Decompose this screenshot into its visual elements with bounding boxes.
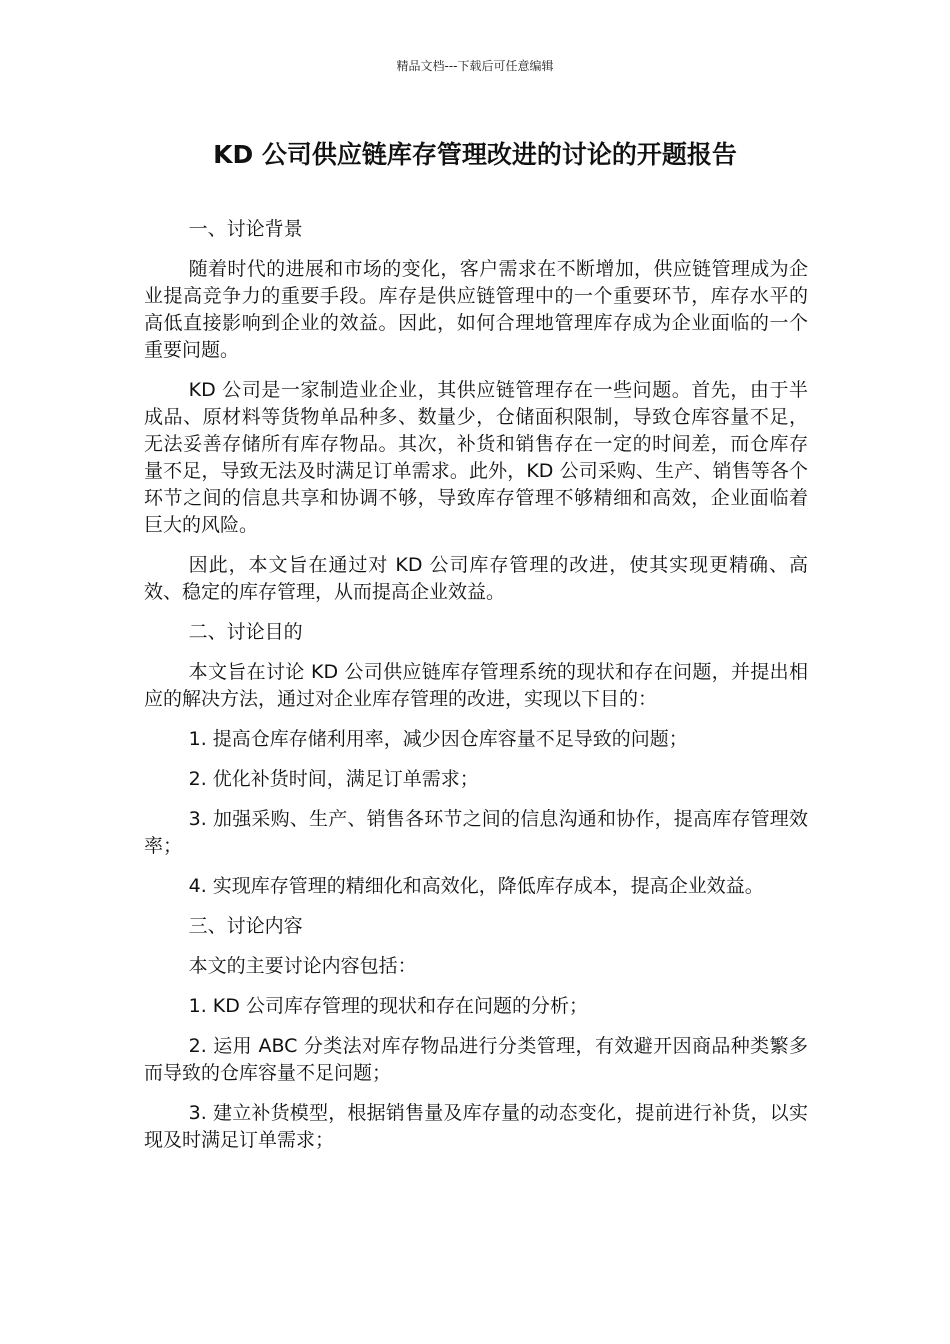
content-item-2: 2. 运用 ABC 分类法对库存物品进行分类管理，有效避开因商品种类繁多而导致的仓库容量不足问题； <box>144 1035 808 1084</box>
section-heading-background: 一、讨论背景 <box>188 218 303 240</box>
document-title: KD 公司供应链库存管理改进的讨论的开题报告 <box>213 140 737 169</box>
background-paragraph-1: 随着时代的进展和市场的变化，客户需求在不断增加，供应链管理成为企业提高竞争力的重要手段。库存是供应链管理中的一个重要环节，库存水平的高低直接影响到企业的效益。因此，如何合理地管理库存成为企业面临的一个重要问题。 <box>144 258 808 361</box>
header-note: 精品文档---下载后可任意编辑 <box>396 59 554 73</box>
content-intro: 本文的主要讨论内容包括： <box>188 955 417 977</box>
purpose-item-4: 4. 实现库存管理的精细化和高效化，降低库存成本，提高企业效益。 <box>188 875 764 897</box>
background-paragraph-3: 因此，本文旨在通过对 KD 公司库存管理的改进，使其实现更精确、高效、稳定的库存管理，从而提高企业效益。 <box>144 554 808 603</box>
section-heading-purpose: 二、讨论目的 <box>188 621 303 643</box>
content-item-3: 3. 建立补货模型，根据销售量及库存量的动态变化，提前进行补货，以实现及时满足订单需求； <box>144 1102 808 1151</box>
section-heading-content: 三、讨论内容 <box>188 915 303 937</box>
purpose-item-3: 3. 加强采购、生产、销售各环节之间的信息沟通和协作，提高库存管理效率； <box>144 808 808 857</box>
background-paragraph-2: KD 公司是一家制造业企业，其供应链管理存在一些问题。首先，由于半成品、原材料等货物单品种多、数量少，仓储面积限制，导致仓库容量不足，无法妥善存储所有库存物品。其次，补货和销售存在一定的时间差，而仓库存量不足，导致无法及时满足订单需求。此外，KD 公司采购、生产、销售等各个环节之间的信息共享和协调不够，导致库存管理不够精细和高效，企业面临着巨大的风险。 <box>144 379 808 536</box>
content-item-1: 1. KD 公司库存管理的现状和存在问题的分析； <box>188 995 588 1017</box>
purpose-intro: 本文旨在讨论 KD 公司供应链库存管理系统的现状和存在问题，并提出相应的解决方法，通过对企业库存管理的改进，实现以下目的： <box>144 661 808 710</box>
purpose-item-2: 2. 优化补货时间，满足订单需求； <box>188 768 479 790</box>
document-body <box>144 216 808 1167</box>
purpose-item-1: 1. 提高仓库存储利用率，减少因仓库容量不足导致的问题； <box>188 728 688 750</box>
